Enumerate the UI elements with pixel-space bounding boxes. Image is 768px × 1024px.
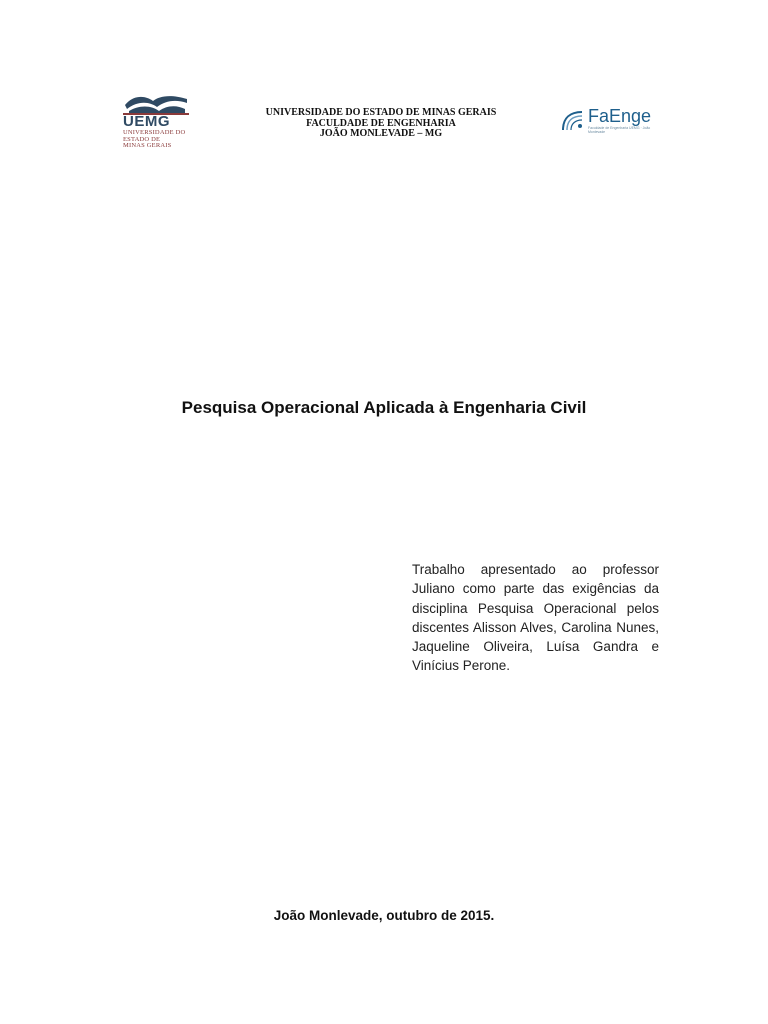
- uemg-emblem-icon: [123, 93, 189, 115]
- uemg-mark: UEMG: [123, 113, 170, 130]
- institution-line-faculty: FACULDADE DE ENGENHARIA: [306, 117, 456, 129]
- document-title: Pesquisa Operacional Aplicada à Engenharia Civil: [181, 398, 587, 417]
- uemg-subtitle: UNIVERSIDADE DO ESTADO DE MINAS GERAIS: [123, 129, 186, 150]
- faenge-emblem-icon: [560, 108, 586, 134]
- institution-header: [250, 108, 512, 140]
- uemg-logo: [123, 93, 189, 151]
- document-abstract: Trabalho apresentado ao professor Juliano como parte das exigências da disciplina Pesquisa Operacional pelos discentes Alisson Alves, Carolina Nunes, Jaqueline Oliveira, Luísa Gandra e Vinícius Perone.: [412, 562, 659, 674]
- institution-line-campus: JOÃO MONLEVADE – MG: [319, 128, 443, 139]
- institution-line-university: UNIVERSIDADE DO ESTADO DE MINAS GERAIS: [265, 107, 497, 118]
- faenge-name: FaEnge: [588, 106, 652, 126]
- faenge-logo: [560, 106, 660, 140]
- faenge-tagline: Faculdade de Engenharia UEMG · João Monlevade: [588, 126, 651, 134]
- document-footer: João Monlevade, outubro de 2015.: [273, 908, 495, 923]
